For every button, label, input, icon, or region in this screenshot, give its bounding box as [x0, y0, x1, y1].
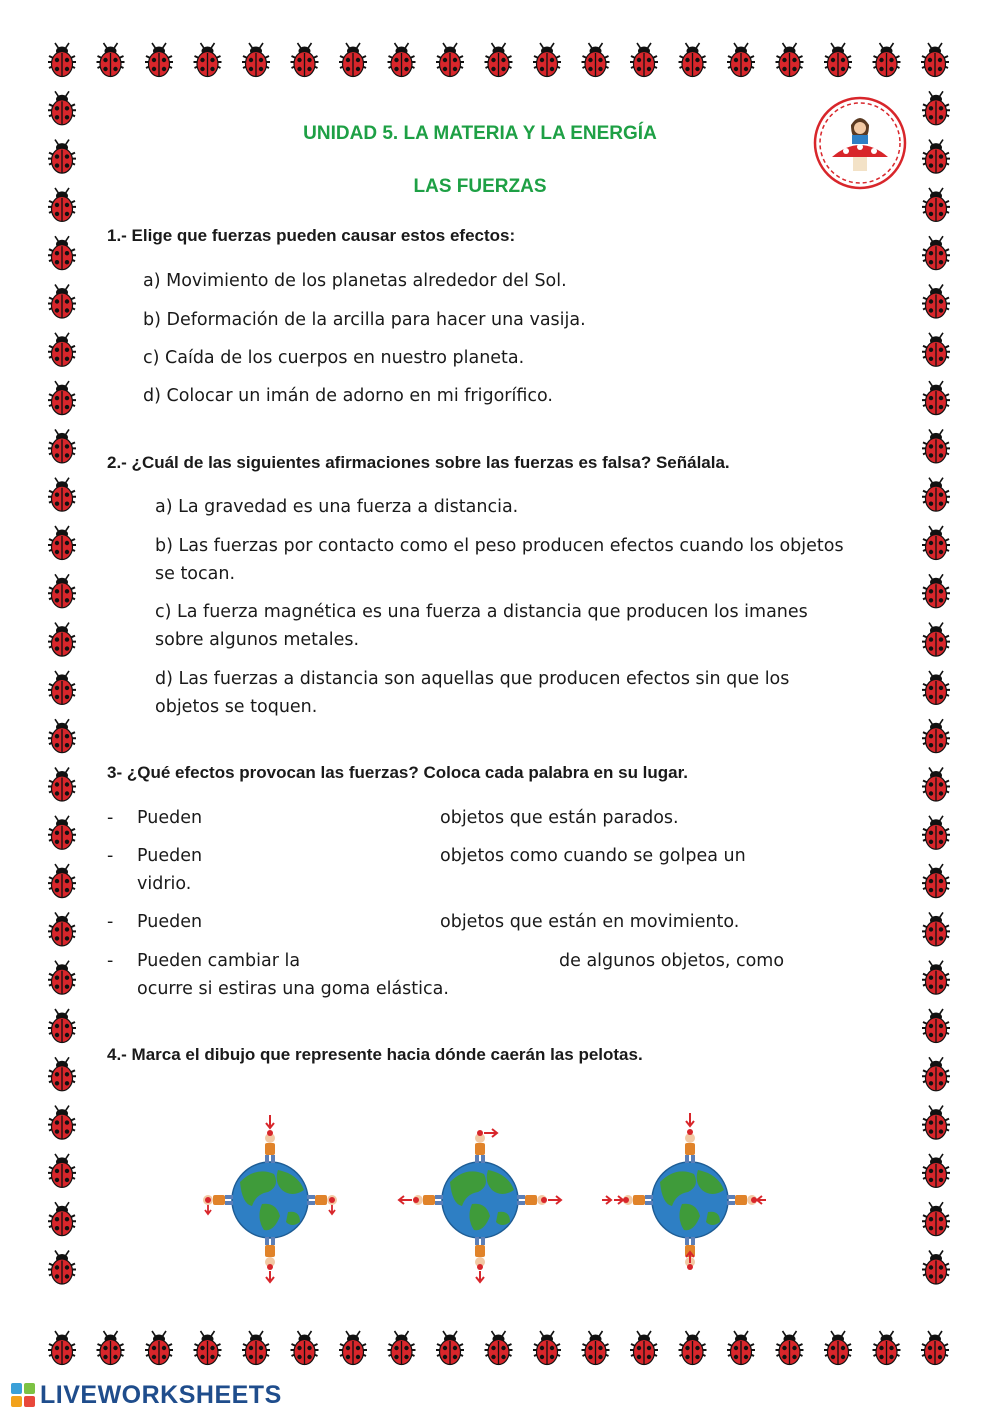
row-rest: objetos que están en movimiento.	[440, 912, 740, 932]
ladybug-icon	[388, 1331, 416, 1365]
unit-title: UNIDAD 5. LA MATERIA Y LA ENERGÍA	[303, 123, 657, 144]
q2-option-a[interactable]: a) La gravedad es una fuerza a distancia.	[155, 497, 519, 517]
ladybug-icon	[436, 43, 464, 77]
ladybug-icon	[145, 43, 173, 77]
footer-brand	[10, 1381, 282, 1409]
globe-3[interactable]	[602, 1113, 766, 1270]
ladybug-icon	[533, 43, 561, 77]
question-4: 4.- Marca el dibujo que represente hacia dónde caerán las pelotas.	[107, 1045, 643, 1064]
ladybug-icon	[873, 43, 901, 77]
ladybug-icon	[48, 1251, 76, 1285]
ladybug-icon	[922, 1009, 950, 1043]
q2-option-b[interactable]: b) Las fuerzas por contacto como el peso producen efectos cuando los objetos se tocan.	[155, 536, 844, 584]
ladybug-icon	[48, 671, 76, 705]
ladybug-icon	[48, 574, 76, 608]
ladybug-icon	[922, 91, 950, 125]
ladybug-icon	[630, 1331, 658, 1365]
ladybug-icon	[48, 1154, 76, 1188]
ladybug-icon	[291, 43, 319, 77]
ladybug-icon	[922, 671, 950, 705]
row-rest: objetos que están parados.	[440, 808, 679, 828]
row-dash: -	[107, 912, 114, 932]
ladybug-icon	[145, 1331, 173, 1365]
ladybug-icon	[48, 333, 76, 367]
ladybug-icon	[630, 43, 658, 77]
ladybug-icon	[922, 526, 950, 560]
ladybug-icon	[727, 1331, 755, 1365]
ladybug-icon	[48, 816, 76, 850]
ladybug-icon	[922, 961, 950, 995]
ladybug-icon	[48, 719, 76, 753]
ladybug-icon	[922, 1106, 950, 1140]
row-lead: Pueden	[137, 808, 203, 828]
row-dash: -	[107, 808, 114, 828]
ladybug-icon	[48, 623, 76, 657]
topic-title: LAS FUERZAS	[413, 176, 547, 197]
ladybug-icon	[922, 912, 950, 946]
ladybug-icon	[922, 478, 950, 512]
row-continuation: vidrio.	[137, 874, 192, 894]
ladybug-icon	[48, 381, 76, 415]
ladybug-icon	[922, 1251, 950, 1285]
ladybug-icon	[582, 43, 610, 77]
ladybug-icon	[485, 43, 513, 77]
q1-option-b[interactable]: b) Deformación de la arcilla para hacer una vasija.	[143, 310, 586, 330]
q1-option-c[interactable]: c) Caída de los cuerpos en nuestro planeta.	[143, 348, 525, 368]
ladybug-icon	[922, 768, 950, 802]
ladybug-icon	[194, 1331, 222, 1365]
ladybug-icon	[727, 43, 755, 77]
ladybug-icon	[48, 429, 76, 463]
ladybug-icon	[824, 1331, 852, 1365]
ladybug-icon	[48, 285, 76, 319]
row-dash: -	[107, 846, 114, 866]
q1-option-a[interactable]: a) Movimiento de los planetas alrededor del Sol.	[143, 271, 567, 291]
ladybug-icon	[485, 1331, 513, 1365]
ladybug-icon	[922, 429, 950, 463]
ladybug-icon	[48, 1331, 76, 1365]
ladybug-icon	[291, 1331, 319, 1365]
ladybug-icon	[339, 1331, 367, 1365]
ladybug-icon	[97, 43, 125, 77]
ladybug-icon	[339, 43, 367, 77]
ladybug-icon	[922, 574, 950, 608]
globe-1[interactable]	[203, 1115, 337, 1282]
ladybug-icon	[48, 236, 76, 270]
ladybug-icon	[922, 864, 950, 898]
ladybug-icon	[922, 236, 950, 270]
ladybug-icon	[922, 719, 950, 753]
ladybug-icon	[48, 478, 76, 512]
ladybug-icon	[48, 1009, 76, 1043]
ladybug-icon	[922, 333, 950, 367]
ladybug-icon	[679, 43, 707, 77]
ladybug-icon	[48, 1202, 76, 1236]
ladybug-icon	[436, 1331, 464, 1365]
ladybug-icon	[194, 43, 222, 77]
ladybug-icon	[48, 1106, 76, 1140]
ladybug-icon	[922, 285, 950, 319]
ladybug-icon	[48, 864, 76, 898]
brand-name: LIVEWORKSHEETS	[40, 1380, 282, 1409]
question-3: 3- ¿Qué efectos provocan las fuerzas? Coloca cada palabra en su lugar.	[107, 763, 689, 782]
ladybug-icon	[922, 1202, 950, 1236]
ladybug-icon	[679, 1331, 707, 1365]
q2-option-c[interactable]: c) La fuerza magnética es una fuerza a distancia que producen los imanes sobre algunos metales.	[155, 602, 808, 650]
row-lead: Pueden	[137, 846, 203, 866]
ladybug-icon	[48, 91, 76, 125]
ladybug-icon	[582, 1331, 610, 1365]
ladybug-icon	[921, 43, 949, 77]
ladybug-icon	[48, 526, 76, 560]
liveworksheets-logo-icon	[10, 1382, 36, 1408]
ladybug-icon	[824, 43, 852, 77]
ladybug-icon	[48, 1057, 76, 1091]
globe-2[interactable]	[399, 1129, 561, 1282]
ladybug-icon	[922, 623, 950, 657]
ladybug-icon	[48, 912, 76, 946]
globe-options	[190, 1105, 790, 1290]
ladybug-icon	[48, 961, 76, 995]
ladybug-icon	[242, 43, 270, 77]
ladybug-icon	[388, 43, 416, 77]
row-lead: Pueden	[137, 912, 203, 932]
ladybug-icon	[97, 1331, 125, 1365]
row-rest: de algunos objetos, como	[559, 951, 785, 971]
ladybug-icon	[776, 43, 804, 77]
ladybug-icon	[873, 1331, 901, 1365]
ladybug-icon	[48, 43, 76, 77]
q1-option-d[interactable]: d) Colocar un imán de adorno en mi frigorífico.	[143, 386, 553, 406]
ladybug-icon	[922, 816, 950, 850]
row-rest: objetos como cuando se golpea un	[440, 846, 746, 866]
question-1: 1.- Elige que fuerzas pueden causar estos efectos:	[107, 226, 516, 245]
row-dash: -	[107, 951, 114, 971]
ladybug-icon	[922, 381, 950, 415]
ladybug-icon	[242, 1331, 270, 1365]
ladybug-icon	[922, 1154, 950, 1188]
row-lead: Pueden cambiar la	[137, 951, 301, 971]
question-2: 2.- ¿Cuál de las siguientes afirmaciones sobre las fuerzas es falsa? Señálala.	[107, 453, 730, 472]
row-continuation: ocurre si estiras una goma elástica.	[137, 979, 449, 999]
ladybug-icon	[921, 1331, 949, 1365]
ladybug-icon	[922, 1057, 950, 1091]
ladybug-icon	[48, 768, 76, 802]
q2-option-d[interactable]: d) Las fuerzas a distancia son aquellas que producen efectos sin que los objetos se toquen.	[155, 669, 790, 717]
ladybug-icon	[533, 1331, 561, 1365]
ladybug-icon	[776, 1331, 804, 1365]
